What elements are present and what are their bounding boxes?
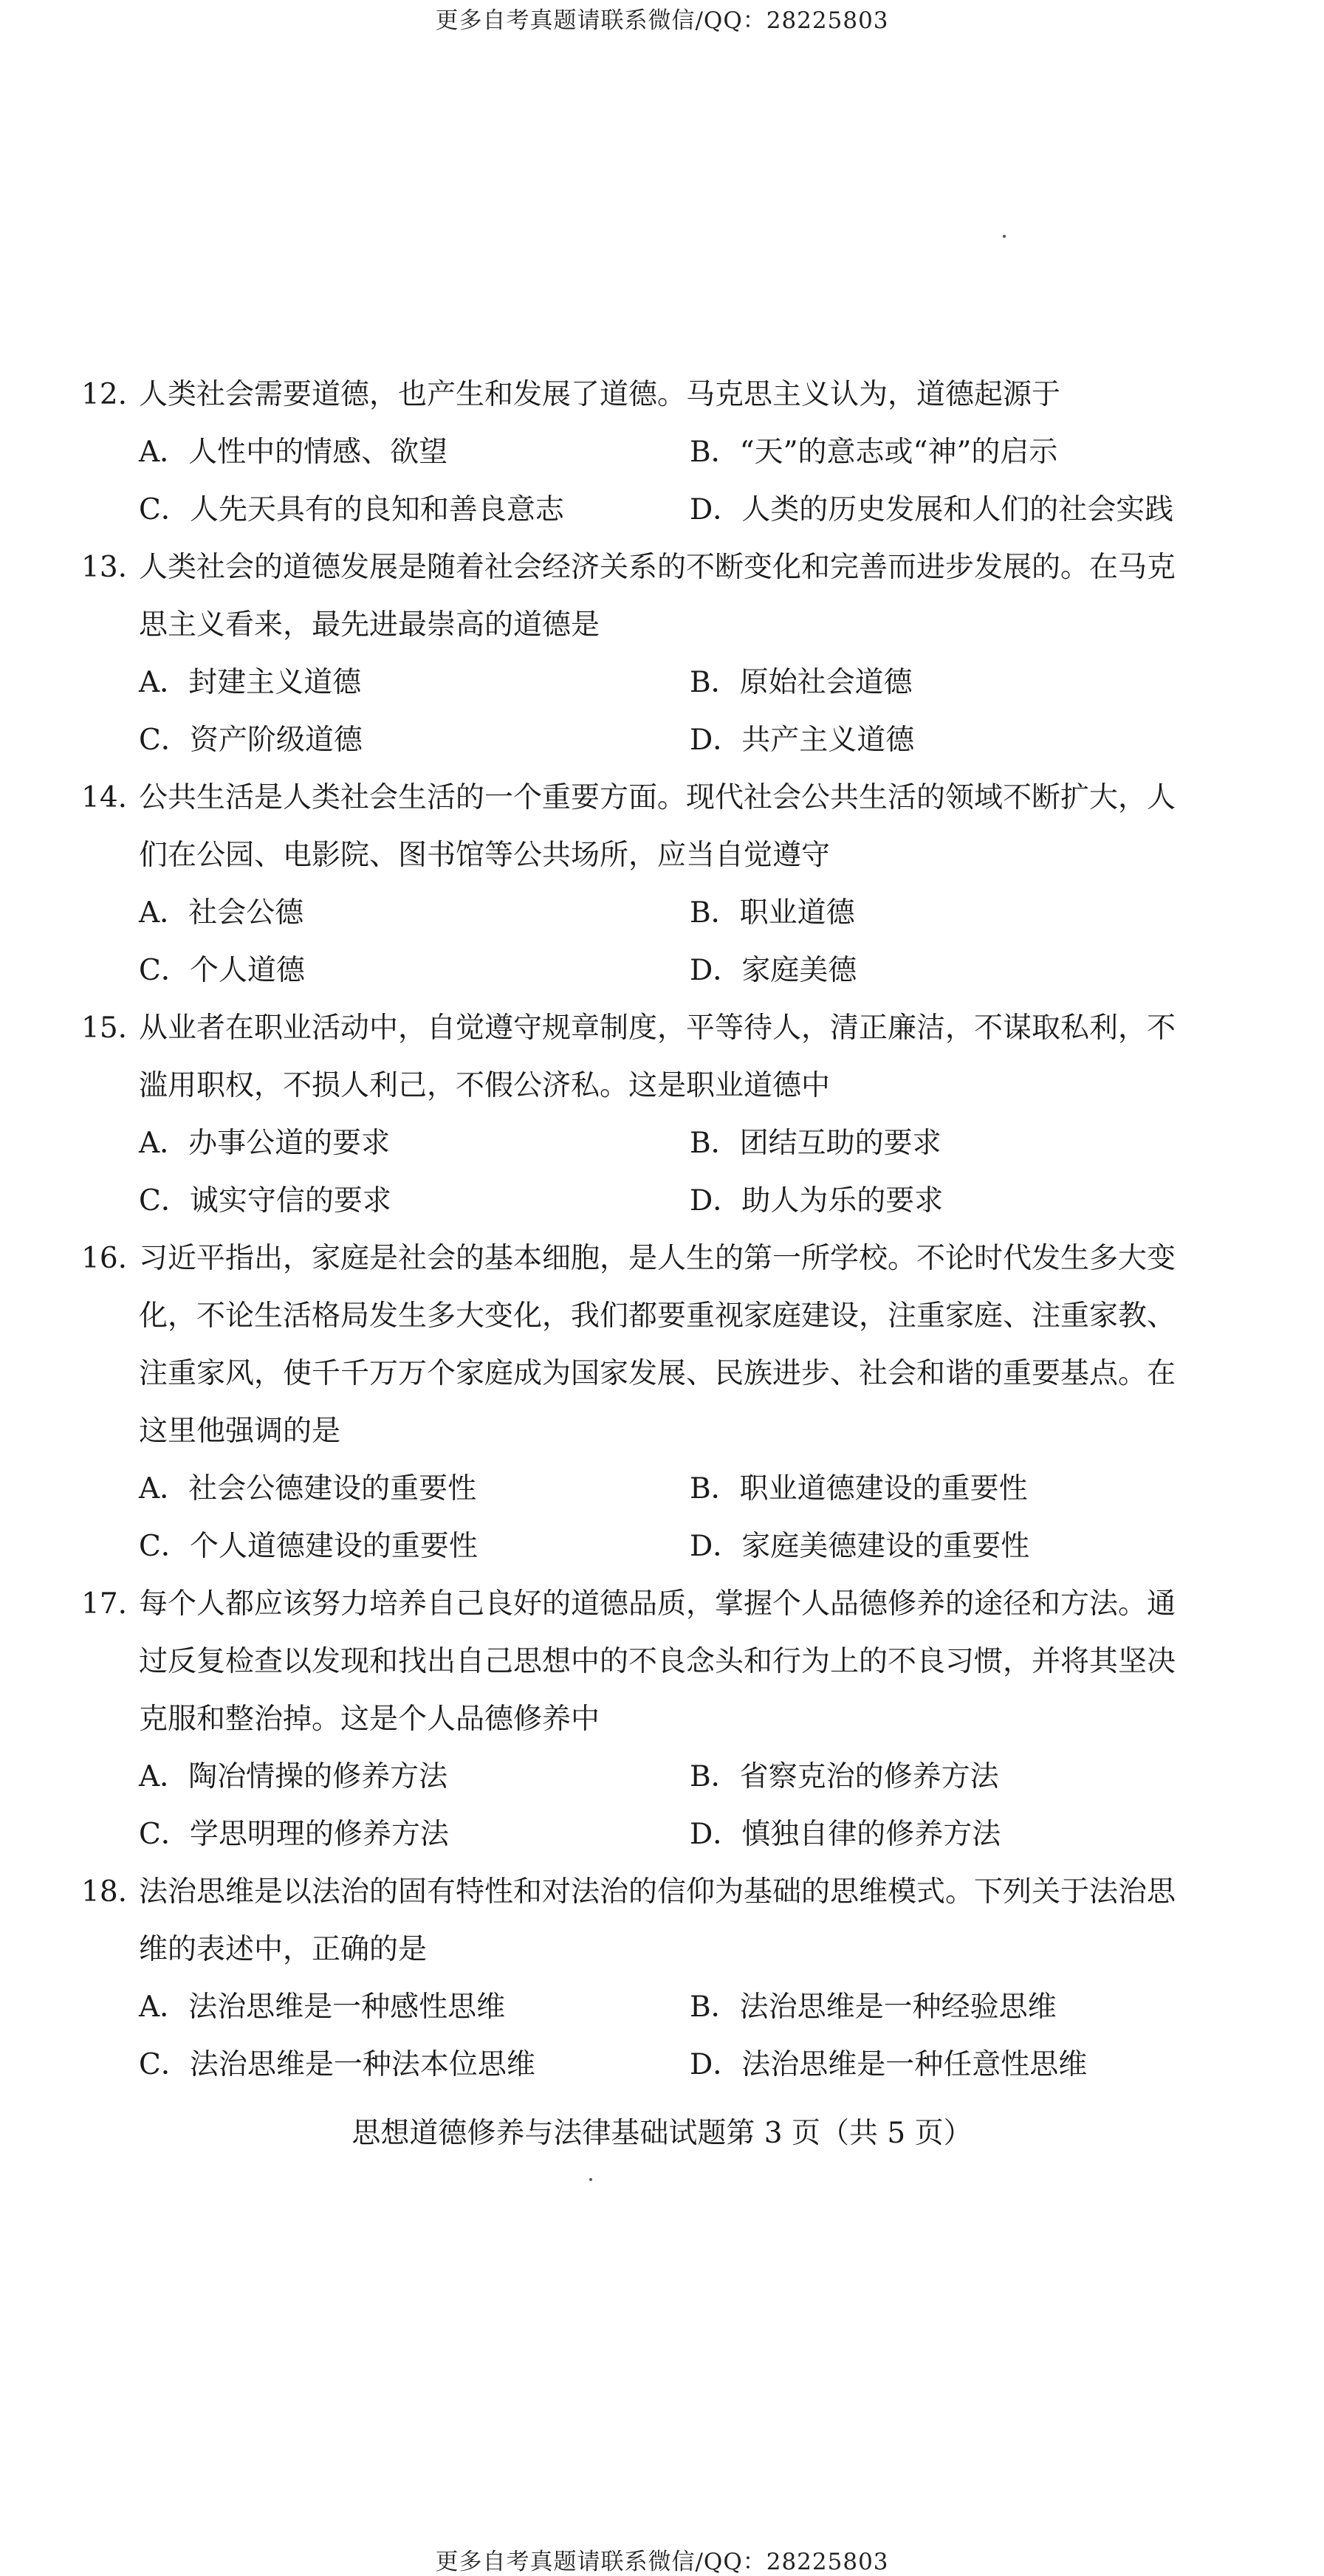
option-a: A．社会公德建设的重要性: [139, 1472, 477, 1505]
option-c: C．诚实守信的要求: [139, 1184, 391, 1217]
option-a: A．人性中的情感、欲望: [139, 436, 448, 469]
option-d: D．助人为乐的要求: [690, 1184, 944, 1217]
option-d: D．家庭美德建设的重要性: [690, 1530, 1030, 1563]
footer-banner: 更多自考真题请联系微信/QQ：28225803: [435, 2549, 889, 2575]
question-number: 17.: [81, 1587, 128, 1621]
option-b: B．职业道德建设的重要性: [690, 1472, 1028, 1505]
option-b: B．法治思维是一种经验思维: [690, 1991, 1057, 2024]
question-stem-line: 注重家风，使千千万万个家庭成为国家发展、民族进步、社会和谐的重要基点。在: [139, 1357, 1176, 1390]
option-a: A．法治思维是一种感性思维: [139, 1991, 506, 2024]
scan-speck: [1003, 235, 1006, 238]
question-stem-line: 习近平指出，家庭是社会的基本细胞，是人生的第一所学校。不论时代发生多大变: [139, 1242, 1176, 1275]
question-13: [0, 539, 1324, 769]
question-stem-line: 思主义看来，最先进最崇高的道德是: [139, 608, 600, 642]
question-stem-line: 从业者在职业活动中，自觉遵守规章制度，平等待人，清正廉洁，不谋取私利，不: [139, 1011, 1176, 1045]
question-number: 18.: [81, 1875, 128, 1909]
question-number: 12.: [81, 378, 128, 411]
question-stem-line: 这里他强调的是: [139, 1415, 341, 1448]
option-c: C．学思明理的修养方法: [139, 1818, 449, 1851]
option-c: C．个人道德: [139, 954, 305, 987]
header-banner: 更多自考真题请联系微信/QQ：28225803: [435, 7, 889, 34]
option-a: A．封建主义道德: [139, 666, 362, 699]
question-14: [0, 769, 1324, 1000]
question-15: [0, 1000, 1324, 1230]
option-b: B．原始社会道德: [690, 666, 913, 699]
question-12: [0, 366, 1324, 539]
question-stem-line: 维的表述中，正确的是: [139, 1933, 428, 1966]
option-c: C．法治思维是一种法本位思维: [139, 2048, 535, 2081]
option-b: B．“天”的意志或“神”的启示: [690, 436, 1058, 469]
question-number: 13.: [81, 551, 128, 584]
option-a: A．陶冶情操的修养方法: [139, 1760, 448, 1793]
question-stem-line: 法治思维是以法治的固有特性和对法治的信仰为基础的思维模式。下列关于法治思: [139, 1875, 1176, 1909]
question-17: [0, 1576, 1324, 1864]
question-stem-line: 人类社会的道德发展是随着社会经济关系的不断变化和完善而进步发展的。在马克: [139, 551, 1176, 584]
question-stem-line: 人类社会需要道德，也产生和发展了道德。马克思主义认为，道德起源于: [139, 378, 1061, 411]
option-b: B．职业道德: [690, 896, 855, 930]
option-a: A．办事公道的要求: [139, 1127, 391, 1160]
question-stem-line: 公共生活是人类社会生活的一个重要方面。现代社会公共生活的领域不断扩大，人: [139, 781, 1176, 814]
option-d: D．人类的历史发展和人们的社会实践: [690, 493, 1174, 526]
question-stem-line: 克服和整治掉。这是个人品德修养中: [139, 1703, 600, 1736]
page-footer: 思想道德修养与法律基础试题第 3 页（共 5 页）: [351, 2117, 973, 2150]
option-c: C．个人道德建设的重要性: [139, 1530, 478, 1563]
question-stem-line: 每个人都应该努力培养自己良好的道德品质，掌握个人品德修养的途径和方法。通: [139, 1587, 1176, 1621]
question-list: [0, 366, 1324, 2094]
option-d: D．法治思维是一种任意性思维: [690, 2048, 1088, 2081]
question-number: 14.: [81, 781, 128, 814]
option-d: D．家庭美德: [690, 954, 857, 987]
option-c: C．资产阶级道德: [139, 724, 363, 757]
question-stem-line: 滥用职权，不损人利己，不假公济私。这是职业道德中: [139, 1069, 831, 1102]
question-stem-line: 们在公园、电影院、图书馆等公共场所，应当自觉遵守: [139, 839, 831, 872]
question-stem-line: 过反复检查以发现和找出自己思想中的不良念头和行为上的不良习惯，并将其坚决: [139, 1645, 1176, 1678]
question-number: 15.: [81, 1011, 128, 1045]
option-c: C．人先天具有的良知和善良意志: [139, 493, 564, 526]
question-18: [0, 1864, 1324, 2094]
question-stem-line: 化，不论生活格局发生多大变化，我们都要重视家庭建设，注重家庭、注重家教、: [139, 1299, 1176, 1333]
question-number: 16.: [81, 1242, 128, 1275]
scan-speck: [589, 2178, 592, 2181]
option-d: D．慎独自律的修养方法: [690, 1818, 1001, 1851]
option-a: A．社会公德: [139, 896, 304, 930]
option-d: D．共产主义道德: [690, 724, 915, 757]
question-16: [0, 1230, 1324, 1576]
option-b: B．团结互助的要求: [690, 1127, 941, 1160]
option-b: B．省察克治的修养方法: [690, 1760, 999, 1793]
